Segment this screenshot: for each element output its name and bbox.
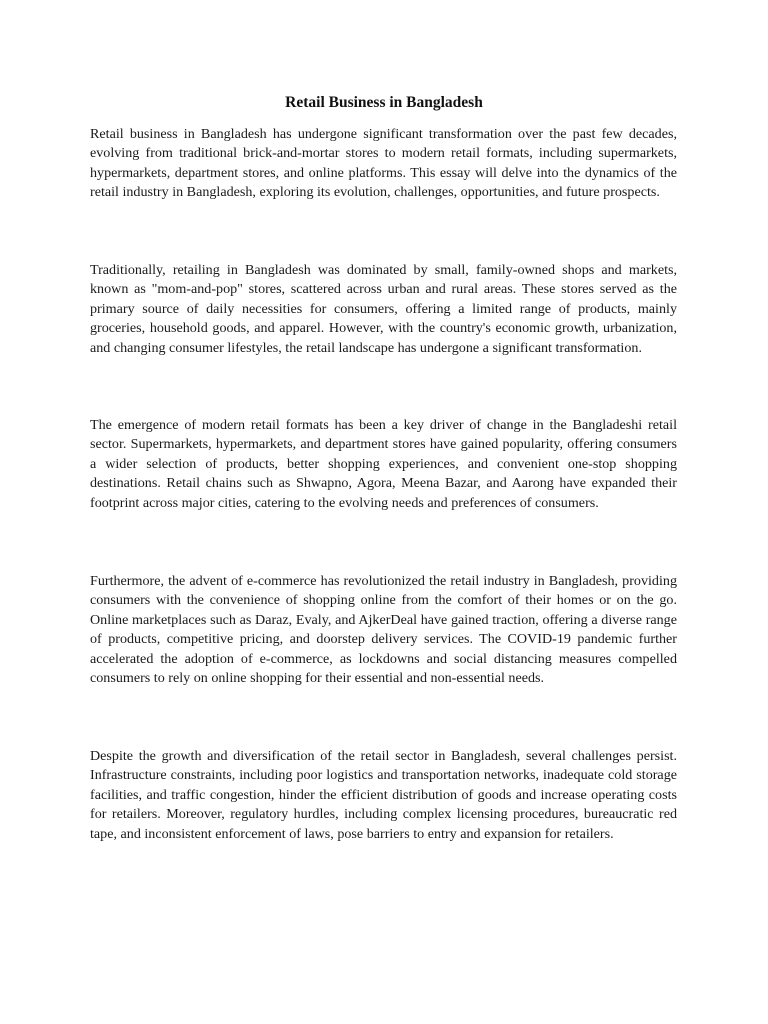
- paragraph-traditional-retail: Traditionally, retailing in Bangladesh was dominated by small, family-owned shops and markets, known as "mom-and-pop" stores, scattered across urban and rural areas. These stores served as the primary source of daily necessities for consumers, offering a limited range of products, mainly groceries, household goods, and apparel. However, with the country's economic growth, urbanization, and changing consumer lifestyles, the retail landscape has undergone a significant transformation.: [90, 262, 677, 356]
- paragraph-introduction: Retail business in Bangladesh has undergone significant transformation over the past few decades, evolving from traditional brick-and-mortar stores to modern retail formats, including supermarkets, hypermarkets, department stores, and online platforms. This essay will delve into the dynamics of the retail industry in Bangladesh, exploring its evolution, challenges, opportunities, and future prospects.: [90, 126, 677, 201]
- document-title: Retail Business in Bangladesh: [285, 94, 483, 111]
- paragraph-modern-retail: The emergence of modern retail formats has been a key driver of change in the Bangladeshi retail sector. Supermarkets, hypermarkets, and department stores have gained popularity, offering consumers a wider selection of products, better shopping experiences, and convenient one-stop shopping destinations. Retail chains such as Shwapno, Agora, Meena Bazar, and Aarong have expanded their footprint across major cities, catering to the evolving needs and preferences of consumers.: [90, 417, 677, 511]
- paragraph-e-commerce: Furthermore, the advent of e-commerce has revolutionized the retail industry in Bangladesh, providing consumers with the convenience of shopping online from the comfort of their homes or on the go. Online marketplaces such as Daraz, Evaly, and AjkerDeal have gained traction, offering a diverse range of products, competitive pricing, and doorstep delivery services. The COVID-19 pandemic further accelerated the adoption of e-commerce, as lockdowns and social distancing measures compelled consumers to rely on online shopping for their essential and non-essential needs.: [90, 573, 677, 687]
- paragraph-challenges: Despite the growth and diversification of the retail sector in Bangladesh, several challenges persist. Infrastructure constraints, including poor logistics and transportation networks, inadequate cold storage facilities, and traffic congestion, hinder the efficient distribution of goods and increase operating costs for retailers. Moreover, regulatory hurdles, including complex licensing procedures, bureaucratic red tape, and inconsistent enforcement of laws, pose barriers to entry and expansion for retailers.: [90, 748, 677, 842]
